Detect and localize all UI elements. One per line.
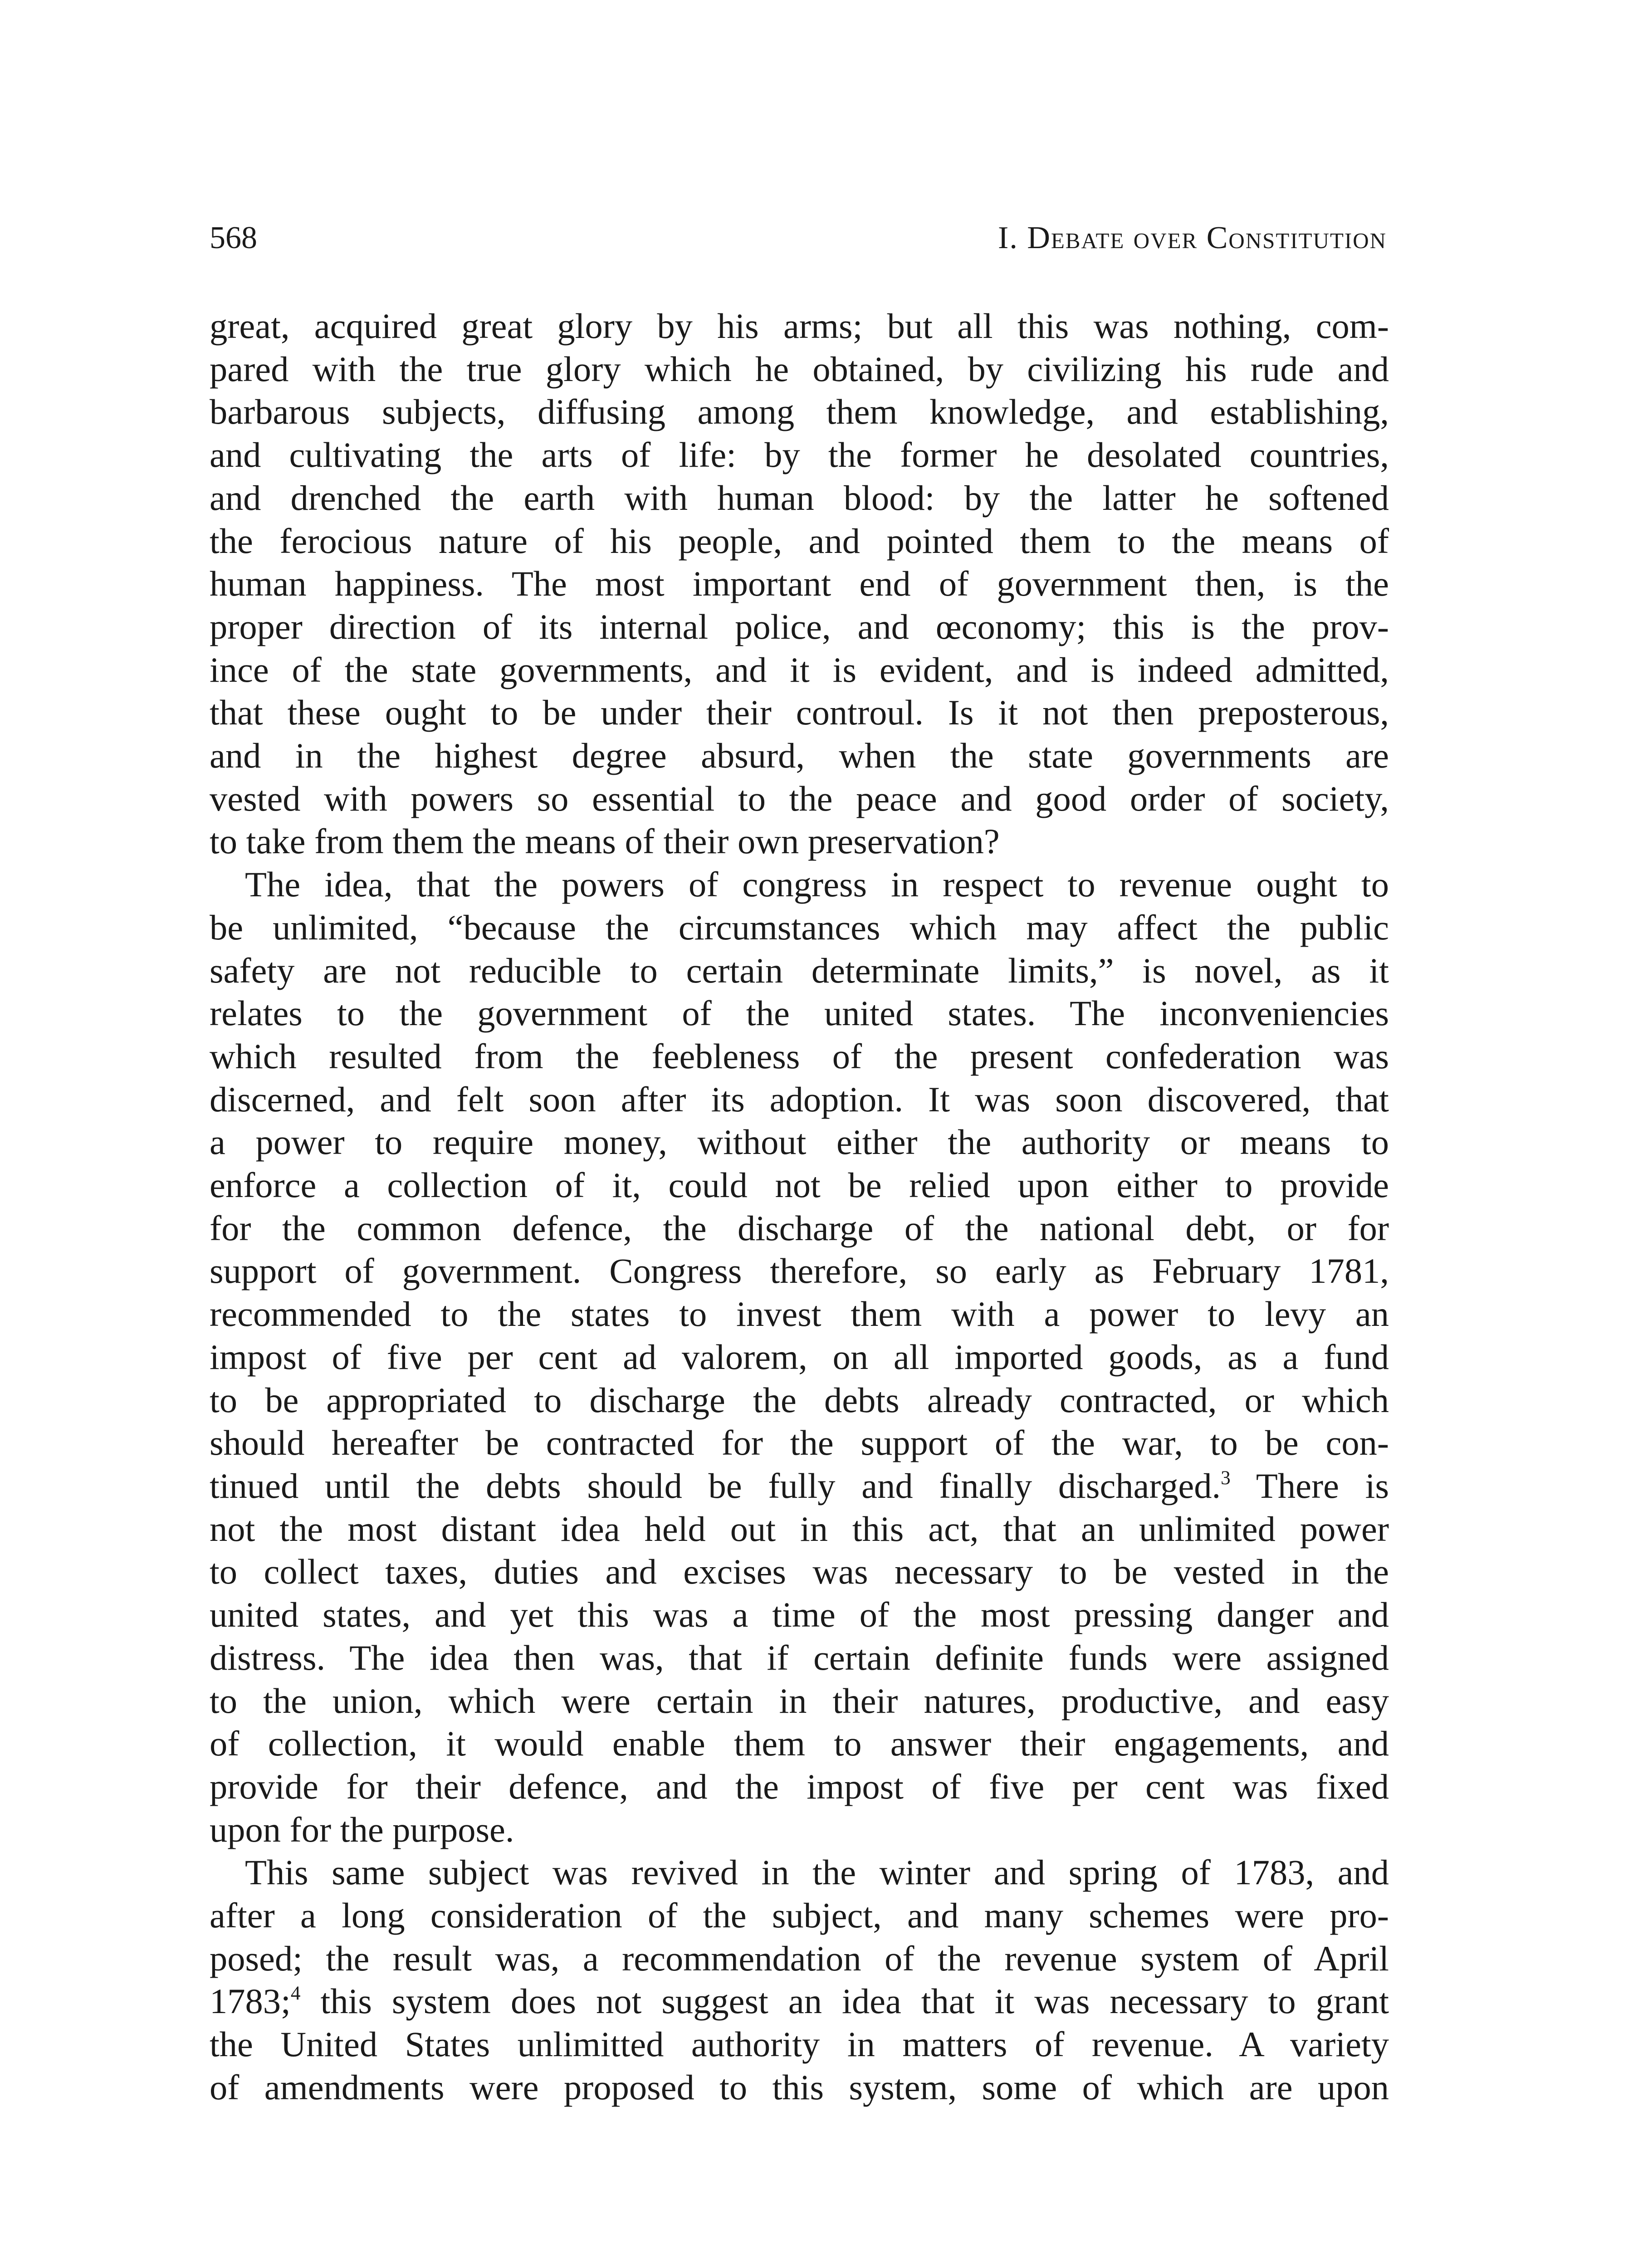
- text-line: to be appropriated to discharge the debts already contracted, or which: [210, 1380, 1389, 1420]
- text-line: safety are not reducible to certain determinate limits,” is novel, as it: [210, 950, 1389, 990]
- text-line: [210, 1465, 1389, 1508]
- text-line: ince of the state governments, and it is evident, and is indeed admitted,: [210, 650, 1389, 689]
- text-line: recommended to the states to invest them with a power to levy an: [210, 1294, 1389, 1334]
- text-line: after a long consideration of the subject, and many schemes were pro-: [210, 1896, 1389, 1936]
- text-line: enforce a collection of it, could not be relied upon either to provide: [210, 1165, 1389, 1205]
- paragraph-1: [210, 305, 1389, 863]
- text-line: proper direction of its internal police, and œconomy; this is the prov-: [210, 606, 1389, 646]
- text-line: that these ought to be under their controul. Is it not then preposterous,: [210, 693, 1389, 733]
- text-line: great, acquired great glory by his arms; but all this was nothing, com-: [210, 306, 1389, 346]
- footnote-marker: 4: [290, 1983, 301, 2004]
- text-line: be unlimited, “because the circumstances which may affect the public: [210, 907, 1389, 947]
- text-line: to collect taxes, duties and excises was necessary to be vested in the: [210, 1552, 1389, 1592]
- text-line: human happiness. The most important end of government then, is the: [210, 564, 1389, 604]
- running-head: [210, 218, 1387, 259]
- footnote-marker: 3: [1221, 1467, 1231, 1489]
- line-text: 1783;: [210, 1981, 291, 2021]
- line-text: There is: [1230, 1466, 1389, 1505]
- text-line: vested with powers so essential to the peace and good order of society,: [210, 778, 1389, 818]
- paragraph-3: [210, 1851, 1389, 2109]
- text-line: [210, 1980, 1389, 2023]
- section-title: I. Debate over Constitution: [998, 220, 1387, 255]
- text-line: for the common defence, the discharge of the national debt, or for: [210, 1208, 1389, 1248]
- text-line: pared with the true glory which he obtained, by civilizing his rude and: [210, 349, 1389, 389]
- text-line: barbarous subjects, diffusing among them knowledge, and establishing,: [210, 392, 1389, 432]
- text-line: impost of five per cent ad valorem, on all imported goods, as a fund: [210, 1337, 1389, 1377]
- text-line: a power to require money, without either the authority or means to: [210, 1122, 1389, 1162]
- text-line: and in the highest degree absurd, when the state governments are: [210, 736, 1389, 776]
- text-line: provide for their defence, and the impost of five per cent was fixed: [210, 1766, 1389, 1806]
- paragraph-2: [210, 863, 1389, 1851]
- text-line: discerned, and felt soon after its adoption. It was soon discovered, that: [210, 1079, 1389, 1119]
- text-line: and cultivating the arts of life: by the former he desolated countries,: [210, 435, 1389, 475]
- text-line: of amendments were proposed to this system, some of which are upon: [210, 2067, 1389, 2107]
- text-line: of collection, it would enable them to answer their engagements, and: [210, 1724, 1389, 1764]
- text-line: and drenched the earth with human blood: by the latter he softened: [210, 478, 1389, 518]
- text-line: to take from them the means of their own preservation?: [210, 821, 1000, 861]
- text-line: distress. The idea then was, that if certain definite funds were assigned: [210, 1637, 1389, 1677]
- line-text: this system does not suggest an idea that it was necessary to grant: [300, 1981, 1389, 2021]
- text-line: to the union, which were certain in their natures, productive, and easy: [210, 1681, 1389, 1721]
- text-line: united states, and yet this was a time of the most pressing danger and: [210, 1595, 1389, 1635]
- text-line: support of government. Congress therefore, so early as February 1781,: [210, 1251, 1389, 1291]
- page-number: 568: [210, 220, 257, 255]
- body-text: [210, 305, 1389, 2109]
- text-line: the ferocious nature of his people, and pointed them to the means of: [210, 521, 1389, 561]
- text-line: should hereafter be contracted for the support of the war, to be con-: [210, 1423, 1389, 1463]
- text-line: The idea, that the powers of congress in respect to revenue ought to: [245, 865, 1389, 904]
- text-line: relates to the government of the united states. The inconveniencies: [210, 993, 1389, 1033]
- text-line: This same subject was revived in the winter and spring of 1783, and: [245, 1853, 1389, 1892]
- text-line: the United States unlimitted authority in matters of revenue. A variety: [210, 2024, 1389, 2064]
- text-line: which resulted from the feebleness of the present confederation was: [210, 1036, 1389, 1076]
- text-line: posed; the result was, a recommendation of the revenue system of April: [210, 1938, 1389, 1978]
- text-line: not the most distant idea held out in this act, that an unlimited power: [210, 1509, 1389, 1549]
- text-line: upon for the purpose.: [210, 1809, 514, 1849]
- line-text: tinued until the debts should be fully and finally discharged.: [210, 1466, 1221, 1505]
